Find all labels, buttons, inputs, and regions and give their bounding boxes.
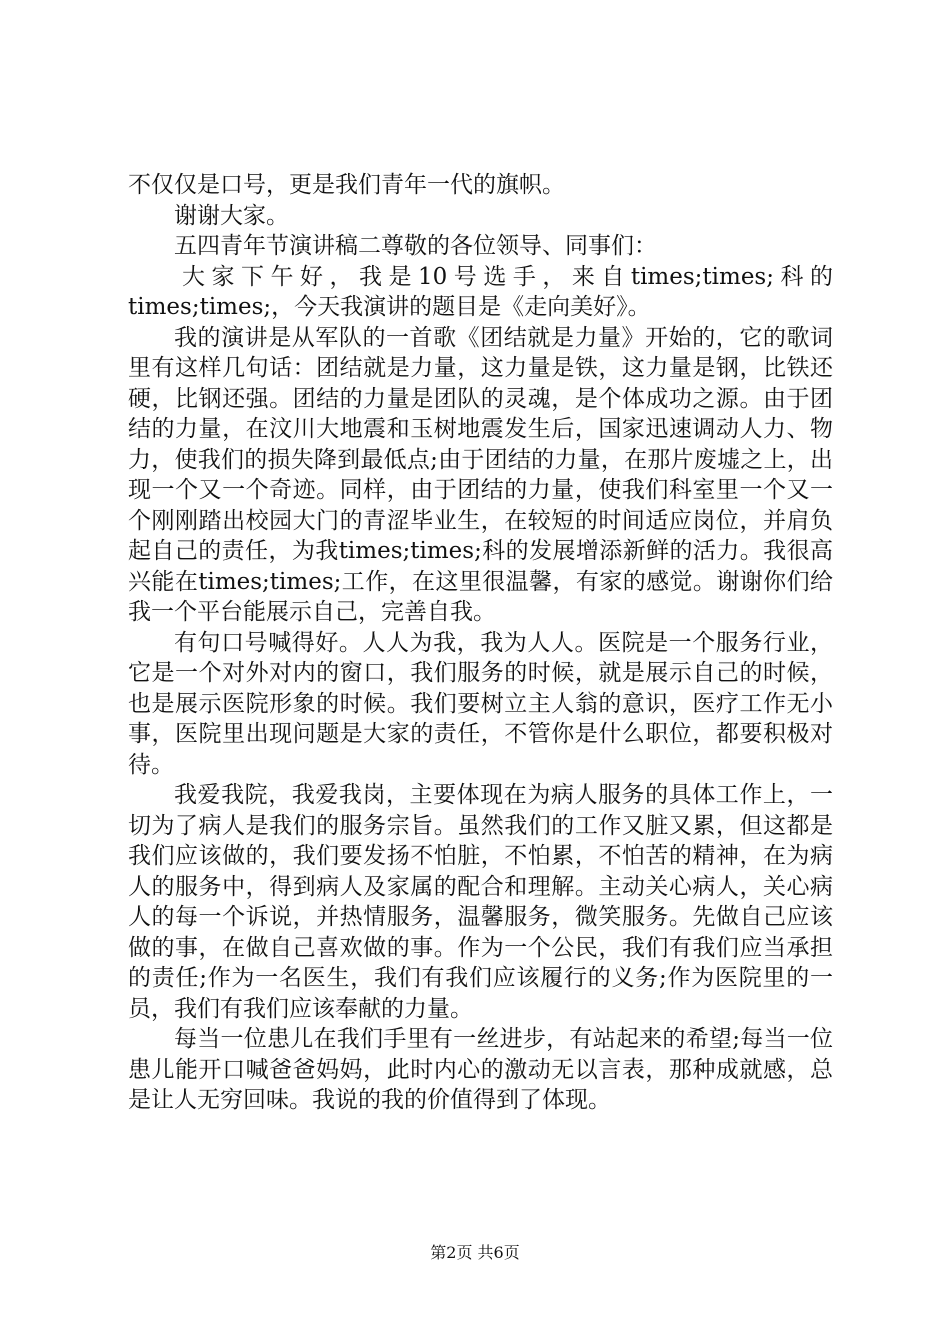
document-body [128, 170, 833, 1116]
paragraph-thanks: 谢谢大家。 [174, 202, 289, 229]
paragraph-achievement: 每当一位患儿在我们手里有一丝进步，有站起来的希望;每当一位患儿能开口喊爸爸妈妈，此时内心的激动无以言表，那种成就感，总是让人无穷回味。我说的我的价值得到了体现。 [128, 1026, 833, 1113]
paragraph-continuation: 不仅仅是口号，更是我们青年一代的旗帜。 [128, 172, 565, 198]
page-number-footer: 第2页 共6页 [430, 1243, 520, 1262]
paragraph-slogan: 有句口号喊得好。人人为我，我为人人。医院是一个服务行业，它是一个对外对内的窗口，我们服务的时候，就是展示自己的时候，也是展示医院形象的时候。我们要树立主人翁的意识，医疗工作无小事，医院里出现问题是大家的责任，不管你是什么职位，都要积极对待。 [128, 629, 833, 778]
paragraph-unity: 我的演讲是从军队的一首歌《团结就是力量》开始的，它的歌词里有这样几句话：团结就是力量，这力量是铁，这力量是钢，比铁还硬，比钢还强。团结的力量是团队的灵魂，是个体成功之源。由于团结的力量，在汶川大地震和玉树地震发生后，国家迅速调动人力、物力，使我们的损失降到最低点;由于团结的力量，在那片废墟之上，出现一个又一个奇迹。同样，由于团结的力量，使我们科室里一个又一个刚刚踏出校园大门的青涩毕业生，在较短的时间适应岗位，并肩负起自己的责任，为我times;times;科的发展增添新鲜的活力。我很高兴能在times;times;工作，在这里很温馨，有家的感觉。谢谢你们给我一个平台能展示自己，完善自我。 [128, 324, 833, 625]
paragraph-love-hospital: 我爱我院，我爱我岗，主要体现在为病人服务的具体工作上，一切为了病人是我们的服务宗旨。虽然我们的工作又脏又累，但这都是我们应该做的，我们要发扬不怕脏，不怕累，不怕苦的精神，在为病人的服务中，得到病人及家属的配合和理解。主动关心病人，关心病人的每一个诉说，并热情服务，温馨服务，微笑服务。先做自己应该做的事，在做自己喜欢做的事。作为一个公民，我们有我们应当承担的责任;作为一名医生，我们有我们应该履行的义务;作为医院里的一员，我们有我们应该奉献的力量。 [128, 782, 833, 1022]
paragraph-greeting: 大家下午好，我是10号选手，来自times;times;科的times;times;，今天我演讲的题目是《走向美好》。 [128, 263, 833, 320]
paragraph-speech-title: 五四青年节演讲稿二尊敬的各位领导、同事们： [174, 233, 657, 259]
